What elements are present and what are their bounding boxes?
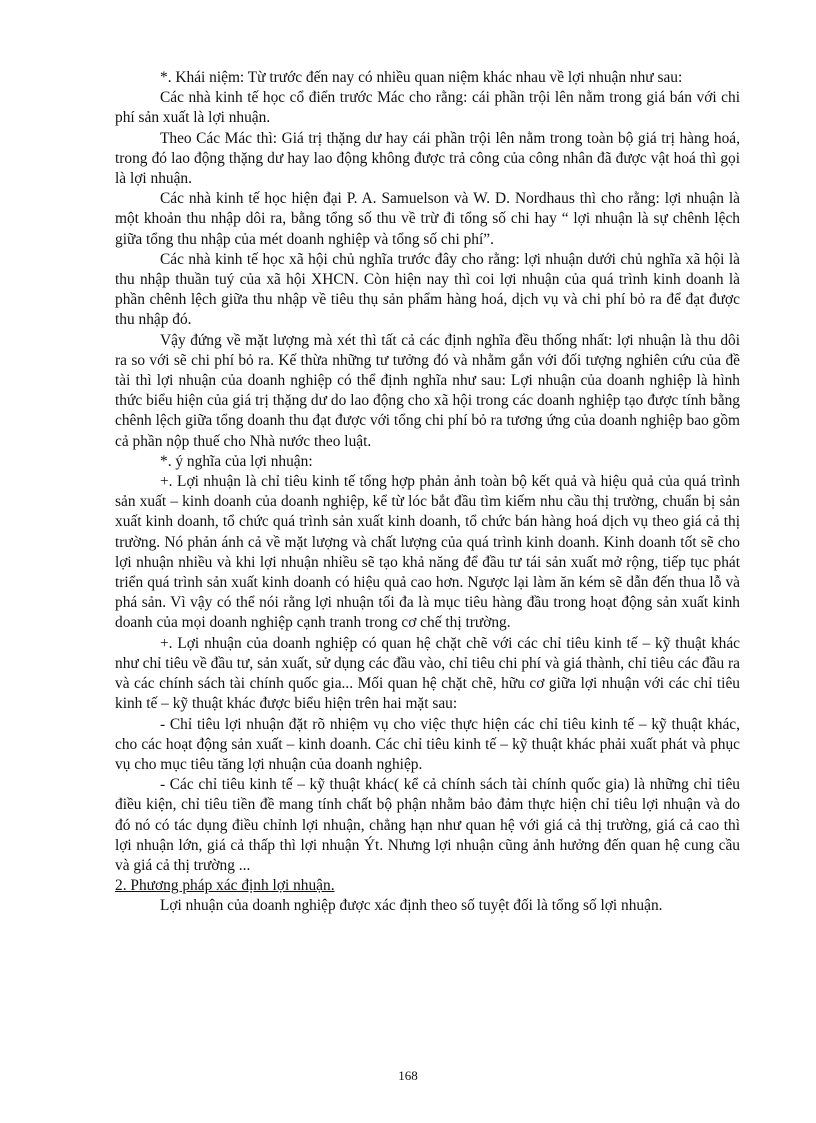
page-number: 168 [398,1068,418,1083]
paragraph: Các nhà kinh tế học cổ điển trước Mác cho rằng: cái phần trội lên nằm trong giá bán với chi phí sản xuất là lợi nhuận. [115,89,740,127]
paragraph-list [115,68,740,876]
paragraph: *. ý nghĩa của lợi nhuận: [160,452,313,470]
document-body [115,68,740,917]
paragraph: +. Lợi nhuận là chỉ tiêu kinh tế tổng hợp phản ảnh toàn bộ kết quả và hiệu quả của quá trình sản xuất – kinh doanh của doanh nghiệp, kể từ lóc bắt đầu tìm kiếm nhu cầu thị trường, chuẩn bị sản xuất kinh doanh, tổ chức quá trình sản xuất kinh doanh, tổ chức bán hàng hoá dịch vụ theo giá cả thị trường. Nó phản ánh cả về mặt lượng và chất lượng của quá trình kinh doanh. Kinh doanh tốt sẽ cho lợi nhuận nhiều và khi lợi nhuận nhiều sẽ tạo khả năng để đầu tư tái sản xuất mở rộng, tiếp tục phát triển quá trình sản xuất kinh doanh có hiệu quả cao hơn. Ngược lại làm ăn kém sẽ dẫn đến thua lỗ và phá sản. Vì vậy có thể nói rằng lợi nhuận tối đa là mục tiêu hàng đầu trong hoạt động sản xuất kinh doanh của mọi doanh nghiệp cạnh tranh trong cơ chế thị trường. [115,473,740,632]
paragraph: - Các chỉ tiêu kinh tế – kỹ thuật khác( kể cả chính sách tài chính quốc gia) là những chỉ tiêu điều kiện, chỉ tiêu tiền đề mang tính chất bộ phận nhằm bảo đảm thực hiện chỉ tiêu lợi nhuận và do đó nó có tác dụng điều chỉnh lợi nhuận, chẳng hạn như quan hệ với giá cả thị trường, giá cả cao thì lợi nhuận lớn, giá cả thấp thì lợi nhuận Ýt. Nhưng lợi nhuận cũng ảnh hưởng đến quan hệ cung cầu và giá cả thị trường ... [115,776,740,874]
section-heading: 2. Phương pháp xác định lợi nhuận. [115,877,335,895]
paragraph: Vậy đứng về mặt lượng mà xét thì tất cả các định nghĩa đều thống nhất: lợi nhuận là thu dôi ra so với sẽ chi phí bỏ ra. Kế thừa những tư tưởng đó và nhằm gắn với đối tượng nghiên cứu của đề tài thì lợi nhuận của doanh nghiệp có thể định nghĩa như sau: Lợi nhuận của doanh nghiệp là hình thức biểu hiện của giá trị thặng dư do lao động cho xã hội trong các doanh nghiệp tạo được tính bằng chênh lệch giữa tổng doanh thu đạt được với tổng chi phí bỏ ra tương ứng của doanh nghiệp bao gồm cả phần nộp thuế cho Nhà nước theo luật. [115,331,740,450]
paragraph: Các nhà kinh tế học xã hội chủ nghĩa trước đây cho rằng: lợi nhuận dưới chủ nghĩa xã hội là thu nhập thuần tuý của xã hội XHCN. Còn hiện nay thì coi lợi nhuận của quá trình kinh doanh là phần chênh lệch giữa thu nhập về tiêu thụ sản phẩm hàng hoá, dịch vụ và chi phí bỏ ra để đạt được thu nhập đó. [115,250,740,329]
paragraph: Các nhà kinh tế học hiện đại P. A. Samuelson và W. D. Nordhaus thì cho rằng: lợi nhuận là một khoản thu nhập dôi ra, bằng tổng số thu về trừ đi tổng số chi hay “ lợi nhuận là sự chênh lệch giữa tổng thu nhập của mét doanh nghiệp và tổng số chi phí”. [115,190,740,248]
paragraph: *. Khái niệm: Từ trước đến nay có nhiều quan niệm khác nhau về lợi nhuận như sau: [160,69,683,86]
paragraph: Lợi nhuận của doanh nghiệp được xác định theo số tuyệt đối là tổng số lợi nhuận. [160,897,663,915]
paragraph: +. Lợi nhuận của doanh nghiệp có quan hệ chặt chẽ với các chỉ tiêu kinh tế – kỹ thuật khác như chỉ tiêu về đầu tư, sản xuất, sử dụng các đầu vào, chỉ tiêu chi phí và giá thành, chỉ tiêu các đầu ra và các chính sách tài chính quốc gia... Mối quan hệ chặt chẽ, hữu cơ giữa lợi nhuận với các chỉ tiêu kinh tế – kỹ thuật khác được biểu hiện trên hai mặt sau: [115,634,740,713]
paragraph: - Chỉ tiêu lợi nhuận đặt rõ nhiệm vụ cho việc thực hiện các chỉ tiêu kinh tế – kỹ thuật khác, cho các hoạt động sản xuất – kinh doanh. Các chỉ tiêu kinh tế – kỹ thuật khác phải xuất phát và phục vụ cho mục tiêu tăng lợi nhuận của doanh nghiệp. [115,715,740,773]
paragraph: Theo Các Mác thì: Giá trị thặng dư hay cái phần trội lên nằm trong toàn bộ giá trị hàng hoá, trong đó lao động thặng dư hay lao động không được trả công của công nhân đã được vật hoá thì gọi là lợi nhuận. [115,129,740,188]
